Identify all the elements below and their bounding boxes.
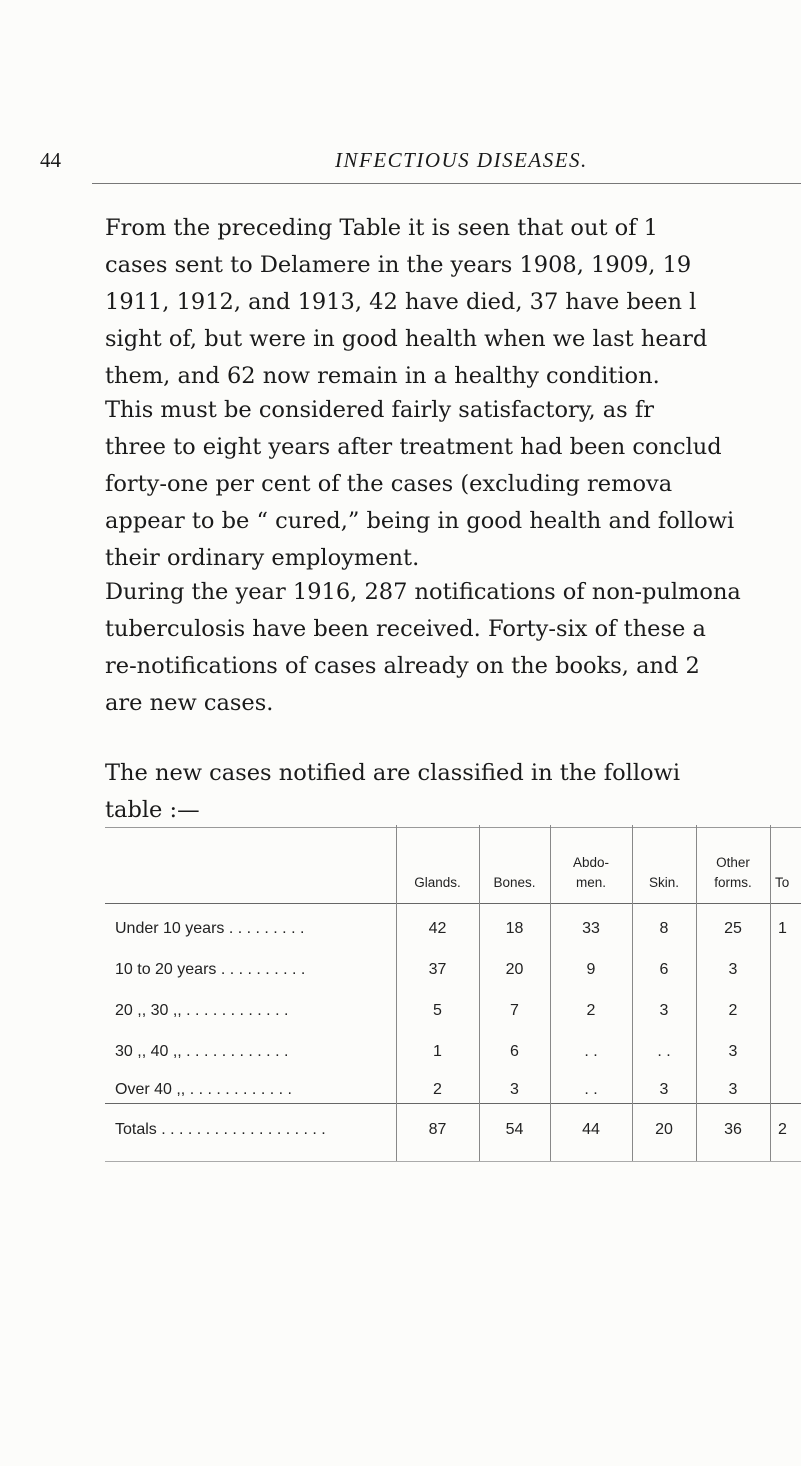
total-cell: 20 (655, 1121, 673, 1138)
text-line: forty-one per cent of the cases (excluding remova (105, 471, 673, 497)
paragraph-2 (105, 392, 801, 577)
table-cell: 2 (433, 1081, 442, 1098)
column-header-text: Abdo- (572, 855, 610, 870)
paragraph-1 (105, 210, 801, 395)
text-line: them, and 62 now remain in a healthy condition. (105, 363, 660, 389)
table-cell: 25 (724, 920, 742, 937)
total-cell: 36 (724, 1121, 742, 1138)
table-cell: 37 (428, 961, 447, 978)
text-line: 1911, 1912, and 1913, 42 have died, 37 have been l (105, 289, 697, 315)
paragraph-3 (105, 574, 801, 722)
column-header-glands (396, 873, 479, 893)
text-line: cases sent to Delamere in the years 1908, 1909, 19 (105, 252, 692, 278)
row-label: Under 10 years . . . . . . . . . (115, 920, 305, 937)
text-line: their ordinary employment. (105, 545, 420, 571)
table-cell: 2 (586, 1002, 596, 1019)
table-cell: 20 (505, 961, 524, 978)
column-header-text: men. (575, 875, 606, 890)
table-cell: 3 (659, 1081, 669, 1098)
table-cell: 3 (510, 1081, 519, 1098)
row-label: Over 40 ,, . . . . . . . . . . . . (115, 1081, 292, 1098)
table-cell: 33 (582, 920, 600, 937)
column-header-text: To (775, 875, 790, 890)
table-cell: 42 (428, 920, 447, 937)
total-cell: 87 (428, 1121, 447, 1138)
row-label: 30 ,, 40 ,, . . . . . . . . . . . . (115, 1043, 289, 1060)
column-header-text: Glands. (414, 875, 461, 890)
column-header-text: Other (716, 855, 750, 870)
column-header-bones (479, 873, 550, 893)
text-line: During the year 1916, 287 notifications of non-pulmona (105, 579, 741, 605)
paragraph-4 (105, 755, 801, 829)
table-cell: 3 (728, 1081, 738, 1098)
total-cell: 2 (778, 1121, 787, 1138)
table-cell: 6 (510, 1043, 519, 1060)
text-line: table :— (105, 797, 200, 823)
row-label: 20 ,, 30 ,, . . . . . . . . . . . . (115, 1002, 289, 1019)
text-line: This must be considered fairly satisfactory, as fr (105, 397, 654, 423)
text-line: appear to be “ cured,” being in good health and followi (105, 508, 735, 534)
text-line: From the preceding Table it is seen that out of 1 (105, 215, 658, 241)
classification-table (105, 825, 801, 1138)
table-cell: 2 (728, 1002, 738, 1019)
column-header-total (770, 873, 801, 893)
row-label: 10 to 20 years . . . . . . . . . . (115, 961, 306, 978)
column-header-other-forms (696, 853, 770, 893)
table-cell: 18 (505, 920, 524, 937)
table-cell: 3 (659, 1002, 669, 1019)
table-bottom-rule (105, 1161, 801, 1162)
table-cell: 6 (659, 961, 669, 978)
table-cell: 8 (659, 920, 669, 937)
column-header-skin (632, 873, 696, 893)
text-line: are new cases. (105, 690, 274, 716)
text-line: three to eight years after treatment had been conclud (105, 434, 722, 460)
table-cell: 3 (728, 961, 738, 978)
table-cell: 1 (433, 1043, 442, 1060)
total-cell: 44 (582, 1121, 600, 1138)
text-line: sight of, but were in good health when we last heard (105, 326, 708, 352)
total-cell: 54 (505, 1121, 524, 1138)
table-cell: 1 (778, 920, 787, 937)
page-number: 44 (40, 148, 61, 172)
table-cell: 9 (586, 961, 596, 978)
table-cell: . . (584, 1043, 598, 1060)
header-rule (92, 183, 801, 184)
table-cell: . . (584, 1081, 598, 1098)
column-header-text: Skin. (648, 875, 679, 890)
running-head: INFECTIOUS DISEASES. (335, 148, 588, 172)
column-header-abdomen (550, 853, 632, 893)
text-line: The new cases notified are classified in the followi (105, 760, 681, 786)
table-cell: 5 (433, 1002, 442, 1019)
table-cell: 7 (510, 1002, 519, 1019)
table-cell: . . (657, 1043, 671, 1060)
totals-label: Totals . . . . . . . . . . . . . . . . . . . (115, 1121, 326, 1138)
page-header (0, 148, 801, 178)
column-header-text: Bones. (493, 875, 536, 890)
table-cell: 3 (728, 1043, 738, 1060)
text-line: re-notifications of cases already on the books, and 2 (105, 653, 700, 679)
column-header-text: forms. (714, 875, 752, 890)
text-line: tuberculosis have been received. Forty-six of these a (105, 616, 706, 642)
